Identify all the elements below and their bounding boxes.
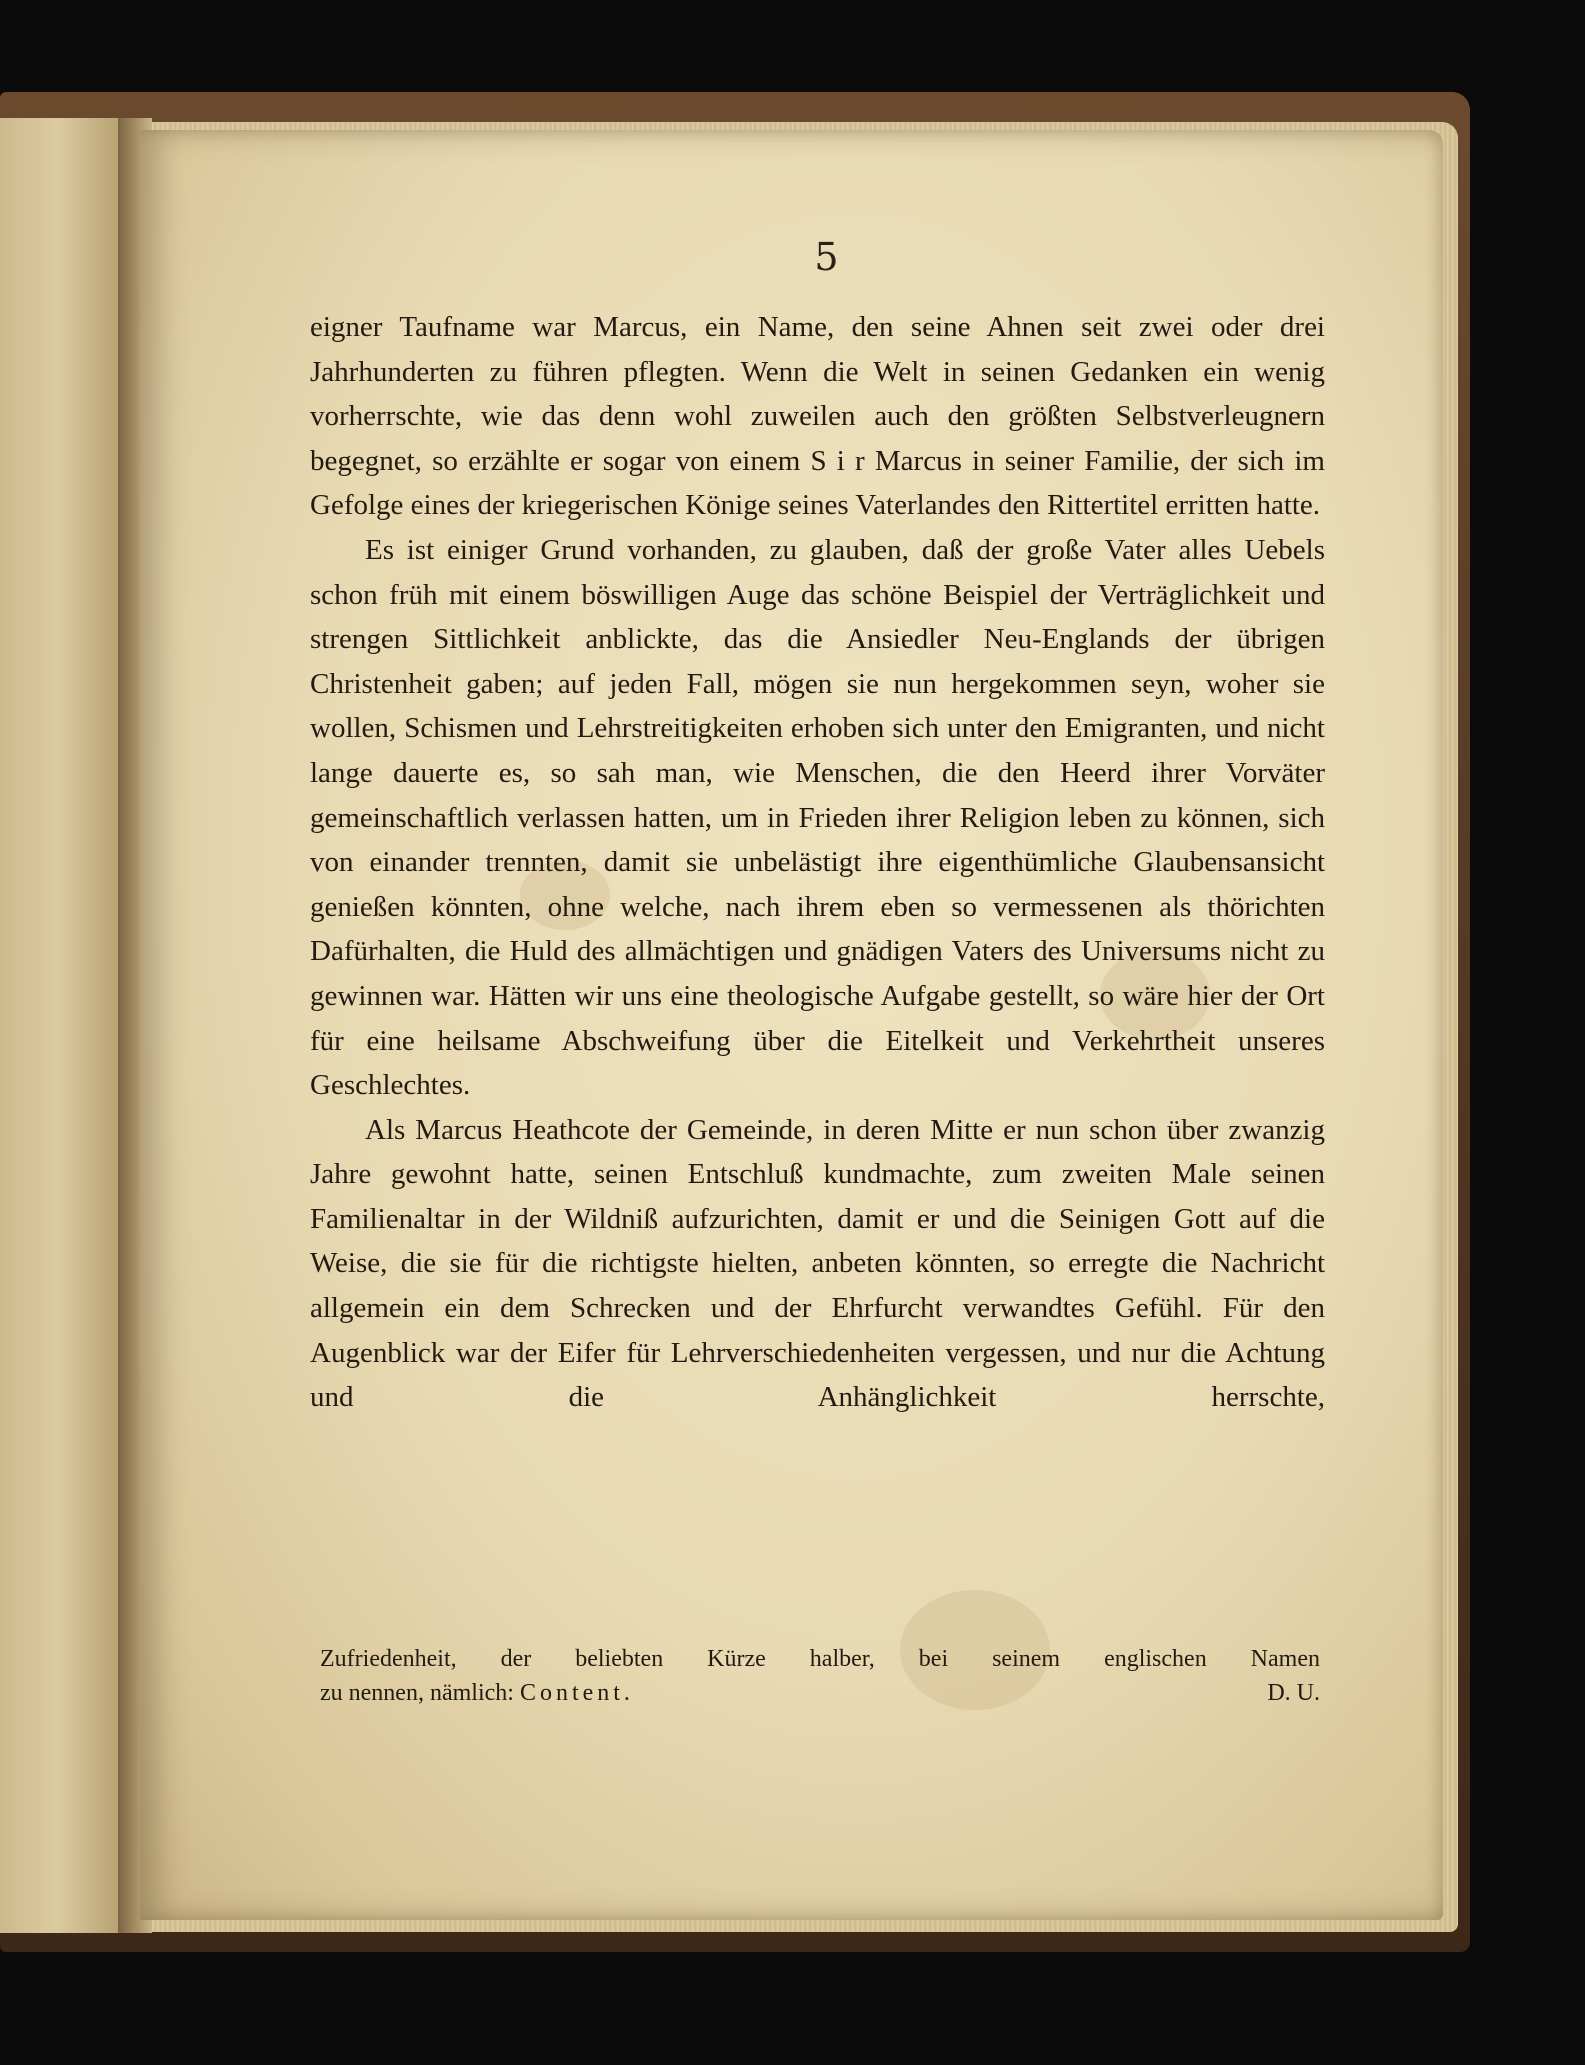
footnote-spaced-word: Content. [519, 1680, 634, 1706]
book-page [140, 130, 1443, 1920]
paragraph-1: eigner Taufname war Marcus, ein Name, den seine Ahnen seit zwei oder drei Jahrhunderten zu führen pflegten. Wenn die Welt in seinen Gedanken ein wenig vorherrschte, wie das denn wohl zuweilen auch den größten Selbstverleugnern begegnet, so erzählte er sogar von einem S i r Marcus in seiner Familie, der sich im Gefolge eines der kriegerischen Könige seines Vaterlandes den Rittertitel erritten hatte. [310, 311, 1325, 522]
body-text [310, 305, 1325, 1420]
footnote-text [320, 1676, 634, 1710]
footnote-line-1: Zufriedenheit, der beliebten Kürze halber, bei seinem englischen Namen [320, 1646, 1320, 1672]
footnote-line-2 [320, 1676, 1320, 1710]
paragraph-3: Als Marcus Heathcote der Gemeinde, in deren Mitte er nun schon über zwanzig Jahre gewohnt hatte, seinen Entschluß kundmachte, zum zweiten Male seinen Familienaltar in der Wildniß aufzurichten, damit er und die Seinigen Gott auf die Weise, die sie für die richtigste hielten, anbeten könnten, so erregte die Nachricht allgemein ein dem Schrecken und der Ehrfurcht verwandtes Gefühl. Für den Augenblick war der Eifer für Lehrverschiedenheiten vergessen, und nur die Achtung und die Anhänglichkeit herrschte, [310, 1113, 1325, 1414]
footnote [320, 1642, 1320, 1710]
page-number: 5 [814, 235, 839, 279]
paragraph-2: Es ist einiger Grund vorhanden, zu glauben, daß der große Vater alles Uebels schon früh mit einem böswilligen Auge das schöne Beispiel der Verträglichkeit und strengen Sittlichkeit anblickte, das die Ansiedler Neu-Englands der übrigen Christenheit gaben; auf jeden Fall, mögen sie nun hergekommen seyn, woher sie wollen, Schismen und Lehrstreitigkeiten erhoben sich unter den Emigranten, und nicht lange dauerte es, so sah man, wie Menschen, die den Heerd ihrer Vorväter gemeinschaftlich verlassen hatten, um in Frieden ihrer Religion leben zu können, sich von einander trennten, damit sie unbelästigt ihre eigenthümliche Glaubensansicht genießen könnten, ohne welche, nach ihrem eben so vermessenen als thörichten Dafürhalten, die Huld des allmächtigen und gnädigen Vaters des Universums nicht zu gewinnen war. Hätten wir uns eine theologische Aufgabe gestellt, so wäre hier der Ort für eine heilsame Abschweifung über die Eitelkeit und Verkehrtheit unseres Geschlechtes. [310, 533, 1325, 1102]
footnote-prefix: zu nennen, nämlich: [320, 1680, 514, 1706]
footnote-signature: D. U. [1267, 1680, 1320, 1706]
